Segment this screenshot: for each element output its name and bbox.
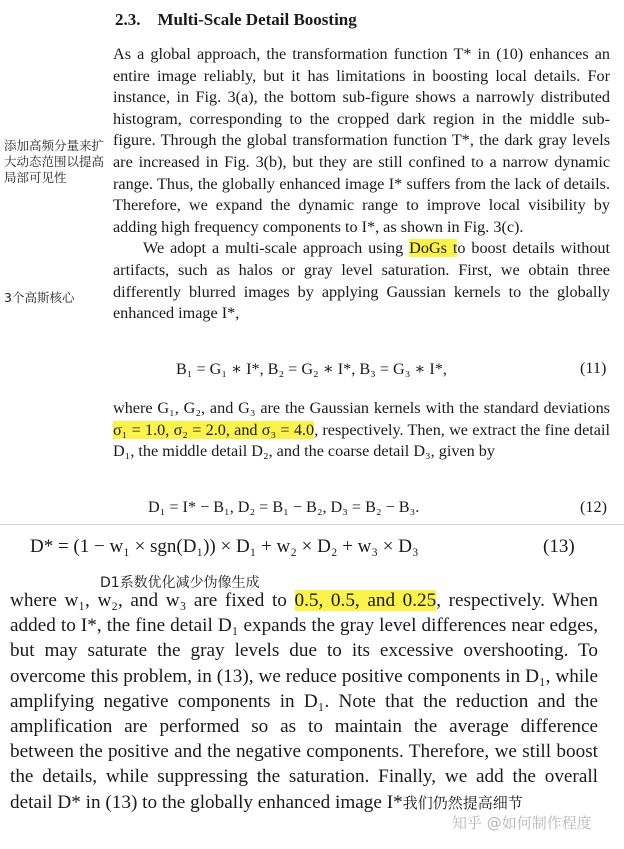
side-note-gaussian-kernels: 3个高斯核心: [4, 290, 75, 305]
equation-12-number: (12): [580, 498, 607, 516]
paragraph-multiscale: We adopt a multi-scale approach using DoGs to boost details without artifacts, such as halos or gray level saturation. First, we obtain three differently blurred images by applying Gaussian kernels to the globally enhanced image I*,: [113, 239, 611, 323]
equation-12: D₁ = I* − B₁, D₂ = B₁ − B₂, D₃ = B₂ − B₃.: [148, 498, 420, 516]
highlight-dogs: DoGs t: [409, 239, 458, 258]
equation-11: B₁ = G₁ ∗ I*, B₂ = G₂ ∗ I*, B₃ = G₃ ∗ I*,: [176, 360, 447, 378]
highlight-sigmas: σ₁ = 1.0, σ₂ = 2.0, and σ₃ = 4.0: [113, 420, 315, 439]
inline-note-boost: 我们仍然提高细节: [402, 793, 523, 812]
equation-13-number: (13): [543, 536, 575, 557]
section-heading: 2.3. Multi-Scale Detail Boosting: [115, 10, 357, 29]
highlight-weights: 0.5, 0.5, and 0.25: [294, 590, 437, 611]
note-d1-coefficient: D1系数优化减少伪像生成: [100, 575, 260, 591]
watermark: 知乎 @如何制作程度: [452, 814, 592, 832]
equation-13: D* = (1 − w₁ × sgn(D₁)) × D₁ + w₂ × D₂ + w₃ × D₃: [30, 536, 419, 557]
equation-11-number: (11): [580, 359, 607, 377]
paragraph-intro: As a global approach, the transformation function T* in (10) enhances an entire image reliably, but it has limitations in boosting local details. For instance, in Fig. 3(a), the bottom sub-figure shows a narrowly distributed histogram, corresponding to the cropped dark region in the middle sub-figure. Through the global transformation function T*, the dark gray levels are increased in Fig. 3(b), but they are still confined to a narrow dynamic range. Thus, the globally enhanced image I* suffers from the lack of details. Therefore, we expand the dynamic range to improve local visibility by adding high frequency components to I*, as shown in Fig. 3(c).: [113, 45, 610, 236]
paragraph-detail-boost: where w₁, w₂, and w₃ are fixed to 0.5, 0.5, and 0.25, respectively. When added to I*, the fine detail D₁ expands the gray level differences near edges, but may saturate the gray levels due to its excessive overshooting. To overcome this problem, in (13), we reduce positive components in D₁, while amplifying negative components in D₁. Note that the reduction and the amplification are performed so as to maintain the average difference between the positive and the negative components. Therefore, we still boost the details, while suppressing the saturation. Finally, we add the overall detail D* in (13) to the globally enhanced image I*我们仍然提高细节: [10, 590, 598, 813]
paragraph-gaussian-kernels: where G₁, G₂, and G₃ are the Gaussian kernels with the standard deviations σ₁ = 1.0, σ₂ = 2.0, and σ₃ = 4.0, respectively. Then, we extract the fine detail D₁, the middle detail D₂, and the coarse detail D₃, given by: [113, 399, 610, 461]
side-note-high-frequency: 添加高频分量来扩大动态范围以提高局部可见性: [4, 138, 105, 185]
screenshot-seam: [0, 524, 624, 525]
text-column-top: [113, 44, 610, 325]
